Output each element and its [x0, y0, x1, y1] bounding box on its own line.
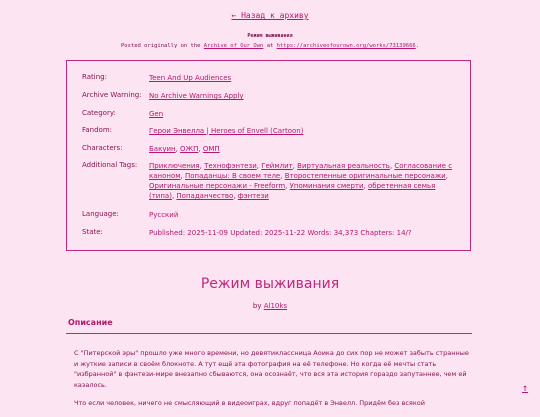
- summary-text: [74, 348, 474, 417]
- back-to-archive-link[interactable]: ← Назад к архиву: [231, 11, 309, 20]
- meta-stats-value: Published: 2025-11-09 Updated: 2025-11-22 Words: 34,373 Chapters: 14/?: [149, 229, 412, 237]
- summary-paragraph: С "Питерской эры" прошло уже много времени, но девятиклассница Аоика до сих пор не может забыть странные и жуткие записи в своём блокноте. А тут ещё эта фотография на её телефоне. Но когда её мечты стать "избранной" в фэнтези-мире внезапно сбываются, она осознаёт, что вся эта история гораздо запутаннее, чем ей казалось.: [74, 349, 469, 389]
- work-meta-box: [66, 60, 471, 251]
- posted-originally-line: [0, 43, 540, 49]
- additional-tag[interactable]: фэнтези: [237, 192, 269, 200]
- additional-tag[interactable]: обретенная семья: [367, 182, 436, 190]
- character-tag[interactable]: Бакуин: [149, 145, 176, 153]
- additional-tag[interactable]: (типа): [149, 192, 172, 200]
- scroll-to-top-icon[interactable]: ↑: [522, 383, 529, 394]
- archive-link[interactable]: Archive of Our Own: [203, 43, 264, 49]
- meta-fandom-value[interactable]: Герои Энвелла | Heroes of Envell (Cartoon): [149, 127, 304, 135]
- meta-language-label: Language:: [82, 210, 119, 218]
- summary-paragraph: Что если человек, ничего не смысляющий в видеоиграх, вдруг попадёт в Энвелл. Придём без всякой: [74, 399, 425, 407]
- additional-tag[interactable]: Упоминания смерти: [289, 182, 364, 190]
- meta-tags-list: Приключения, Технофэнтези, Геймлит, Виртуальная реальность, Согласование с каноном, Попаданцы: В своем теле, Второстепенные оригинальные персонажи, Оригинальные персонажи - Freeform, Упоминания смерти, обретенная семья (типа), Попаданчество, фэнтези: [149, 162, 453, 200]
- byline-by: by: [252, 302, 262, 310]
- additional-tag[interactable]: Геймлит: [261, 162, 293, 170]
- additional-tag[interactable]: Попаданцы: В своем теле: [184, 172, 281, 180]
- meta-warning-value[interactable]: No Archive Warnings Apply: [149, 92, 244, 100]
- posted-prefix: Posted originally on the: [120, 43, 201, 49]
- additional-tag[interactable]: Попаданчество: [176, 192, 234, 200]
- meta-warning-label: Archive Warning:: [82, 91, 142, 99]
- additional-tag[interactable]: Приключения: [149, 162, 200, 170]
- meta-language-value: Русский: [149, 211, 179, 219]
- posted-period: .: [415, 43, 420, 49]
- additional-tag[interactable]: Виртуальная реальность: [297, 162, 390, 170]
- meta-characters-label: Characters:: [82, 144, 123, 152]
- meta-category-value[interactable]: Gen: [149, 110, 164, 118]
- additional-tag[interactable]: Оригинальные персонажи - Freeform: [149, 182, 286, 190]
- meta-rating-value[interactable]: Teen And Up Audiences: [149, 74, 232, 82]
- character-tag[interactable]: ОЖП: [180, 145, 199, 153]
- additional-tag[interactable]: Согласование с каноном: [149, 162, 453, 180]
- work-title: Режим выживания: [200, 276, 340, 292]
- posted-at: at: [266, 43, 274, 49]
- additional-tag[interactable]: Второстепенные оригинальные персонажи: [284, 172, 446, 180]
- additional-tag[interactable]: Технофэнтези: [204, 162, 257, 170]
- work-url-link[interactable]: https://archiveofourown.org/works/73139666: [276, 43, 416, 49]
- byline: [0, 302, 540, 310]
- meta-characters-list: Бакуин, ОЖП, ОМП: [149, 145, 220, 153]
- meta-tags-label: Additional Tags:: [82, 161, 138, 169]
- meta-category-label: Category:: [82, 109, 116, 117]
- meta-rating-label: Rating:: [82, 73, 107, 81]
- meta-stats-label: State:: [82, 228, 103, 236]
- summary-divider: [66, 333, 472, 334]
- meta-fandom-label: Fandom:: [82, 126, 113, 134]
- character-tag[interactable]: ОМП: [202, 145, 220, 153]
- summary-heading: Описание: [68, 318, 113, 327]
- header-work-title: Режим выживания: [247, 33, 293, 39]
- author-link[interactable]: Al10ks: [263, 302, 288, 310]
